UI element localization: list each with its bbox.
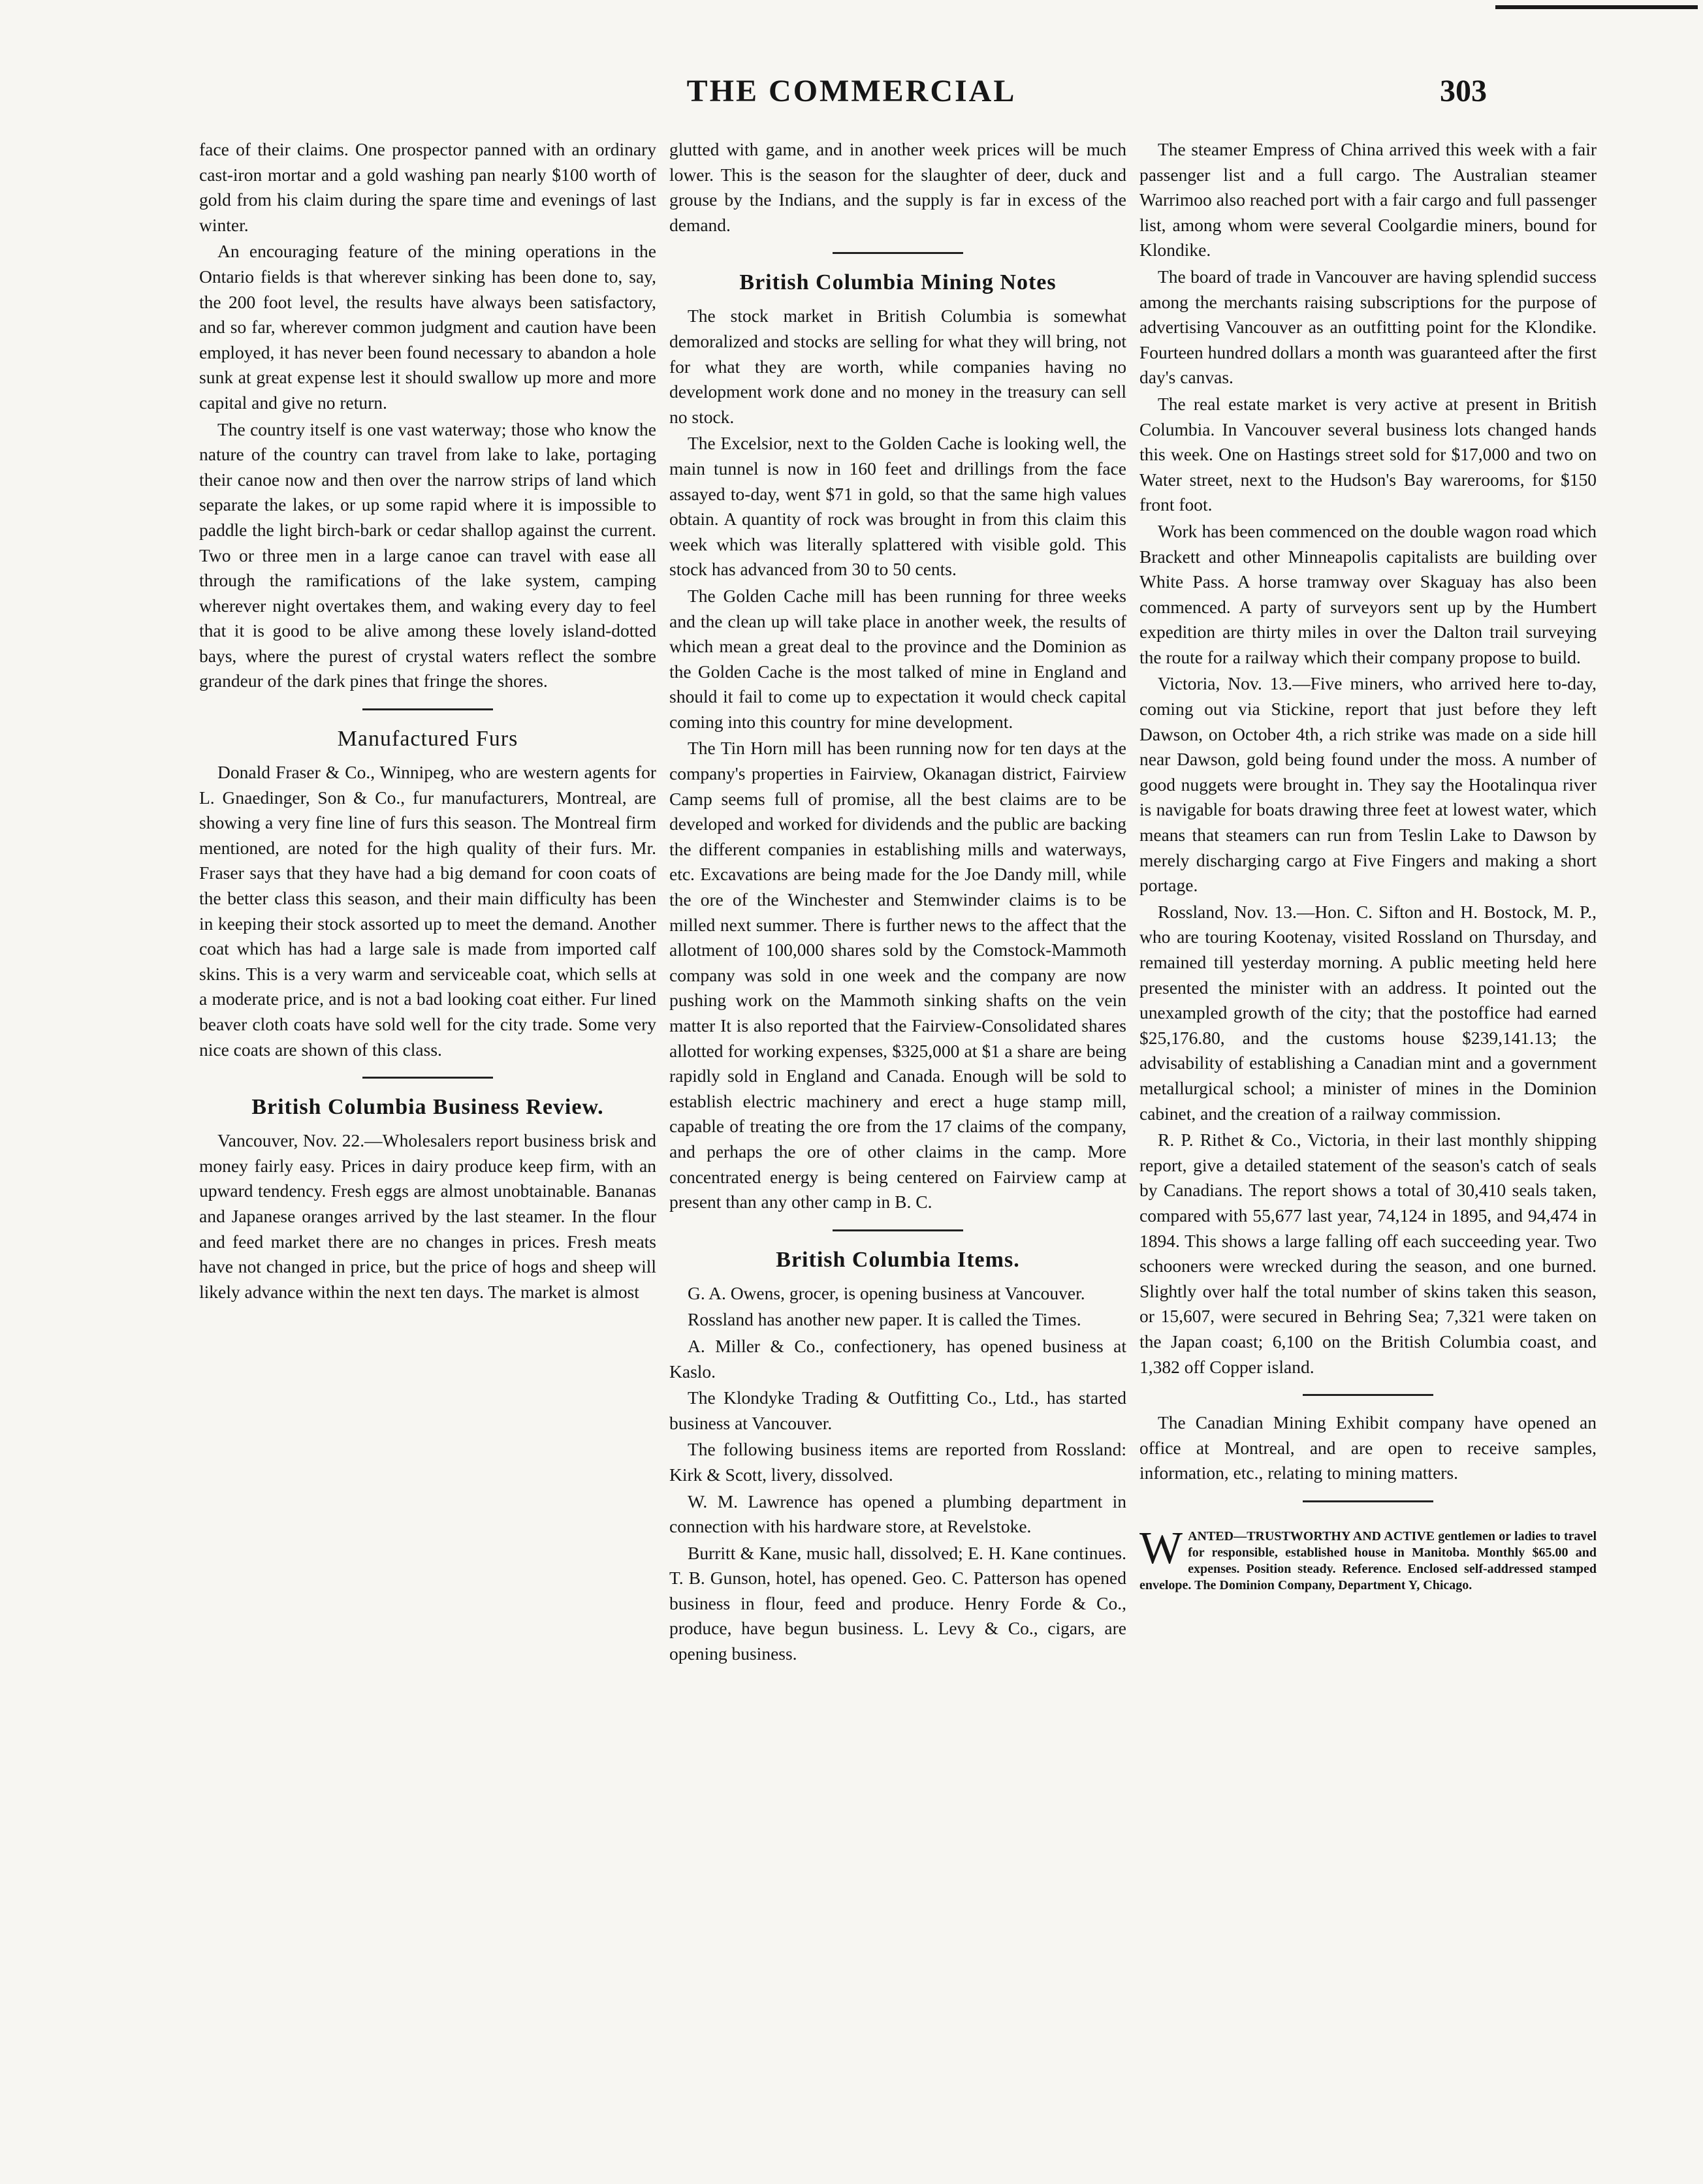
paragraph: Donald Fraser & Co., Winnipeg, who are western agents for L. Gnaedinger, Son & Co., fur manufacturers, Montreal, are showing a very fine line of furs this season. The Montreal firm mentioned, are noted for the high quality of their furs. Mr. Fraser says that they have had a big demand for coon coats of the better class this season, and their main difficulty has been in keeping their stock assorted up to meet the demand. Another coat which has had a large sale is made from imported calf skins. This is a very warm and serviceable coat, which sells at a moderate price, and is not a bad looking coat either. Fur lined beaver cloth coats have sold well for the city trade. Some very nice coats are shown of this class. bbox=[199, 762, 656, 1060]
list-item: Burritt & Kane, music hall, dissolved; E. H. Kane continues. T. B. Gunson, hotel, has opened. Geo. C. Patterson has opened business in flour, feed and produce. Henry Forde & Co., produce, have begun business. L. Levy & Co., cigars, are opening business. bbox=[669, 1542, 1126, 1664]
paragraph: The country itself is one vast waterway; those who know the nature of the country can travel from lake to lake, portaging their canoe now and then over the narrow strips of land which separate the lakes, or up some rapid where it is impossible to paddle the light birch-bark or cedar shallop against the current. Two or three men in a large canoe can travel with ease all through the ramifications of the lake system, camping wherever night overtakes them, and waking every day to feel that it is good to be alive among these lovely island-dotted bays, where the purest of crystal waters reflect the sombre grandeur of the dark pines that fringe the shores. bbox=[199, 419, 656, 691]
list-item: The following business items are reported from Rossland: Kirk & Scott, livery, dissolved. bbox=[669, 1439, 1126, 1485]
section-divider bbox=[1303, 1500, 1433, 1502]
page-title: THE COMMERCIAL bbox=[686, 74, 1017, 108]
top-border-line bbox=[1495, 5, 1698, 9]
paragraph: face of their claims. One prospector panned with an ordinary cast-iron mortar and a gold washing pan nearly $100 worth of gold from his claim during the spare time and evenings of last winter. bbox=[199, 139, 656, 235]
heading-manufactured-furs: Manufactured Furs bbox=[337, 727, 518, 752]
heading-business-review: British Columbia Business Review. bbox=[251, 1095, 604, 1120]
column-3 bbox=[1139, 137, 1597, 1594]
column-1 bbox=[199, 137, 656, 1305]
page-number: 303 bbox=[1440, 74, 1487, 108]
paragraph: The Golden Cache mill has been running for three weeks and the clean up will take place in another week, the results of which mean a great deal to the province and the Dominion as the Golden Cache is the most talked of mine in England and should it fail to come up to expectation it would check capital coming into this country for mine development. bbox=[669, 585, 1126, 732]
section-divider bbox=[362, 708, 493, 710]
paragraph: Work has been commenced on the double wagon road which Brackett and other Minneapolis capitalists are building over White Pass. A horse tramway over Skaguay has also been commenced. A party of surveyors sent up by the Humbert expedition are thirty miles in over the Dalton trail surveying the route for a railway which their company propose to build. bbox=[1139, 520, 1597, 667]
paragraph: R. P. Rithet & Co., Victoria, in their last monthly shipping report, give a detailed statement of the season's catch of seals by Canadians. The report shows a total of 30,410 seals taken, compared with 55,677 last year, 74,124 in 1895, and 94,474 in 1894. This shows a large falling off each succeeding year. Two schooners were wrecked during the season, and one burned. Slightly over half the total number of skins taken this season, or 15,607, were secured in Behring Sea; 7,321 were taken on the Japan coast; 6,100 on the British Columbia coast, and 1,382 off Copper island. bbox=[1139, 1130, 1597, 1377]
list-item: G. A. Owens, grocer, is opening business at Vancouver. bbox=[688, 1282, 1085, 1303]
paragraph: glutted with game, and in another week prices will be much lower. This is the season for the slaughter of deer, duck and grouse by the Indians, and the supply is far in excess of the demand. bbox=[669, 139, 1126, 235]
paragraph: The board of trade in Vancouver are having splendid success among the merchants raising subscriptions for the purpose of advertising Vancouver as an outfitting point for the Klondike. Fourteen hundred dollars a month was guaranteed after the first day's canvas. bbox=[1139, 266, 1597, 388]
section-divider bbox=[833, 1229, 963, 1231]
list-item: The Klondyke Trading & Outfitting Co., Ltd., has started business at Vancouver. bbox=[669, 1387, 1126, 1433]
paragraph: An encouraging feature of the mining operations in the Ontario fields is that wherever sinking has been done to, say, the 200 foot level, the results have always been satisfactory, and so far, wherever common judgment and caution have been employed, it has never been found necessary to abandon a hole sunk at great expense lest it should swallow up more and more capital and give no return. bbox=[199, 241, 656, 413]
paragraph: The Canadian Mining Exhibit company have opened an office at Montreal, and are open to receive samples, information, etc., relating to mining matters. bbox=[1139, 1412, 1597, 1483]
paragraph: Victoria, Nov. 13.—Five miners, who arrived here to-day, coming out via Stickine, report that just before they left Dawson, on October 4th, a rich strike was made on a side hill near Dawson, gold being found under the moss. A number of good nuggets were brought in. They say the Hootalinqua river is navigable for boats drawing three feet at lowest water, which means that steamers can run from Teslin Lake to Dawson by merely discharging cargo at Five Fingers and making a short portage. bbox=[1139, 673, 1597, 896]
heading-mining-notes: British Columbia Mining Notes bbox=[739, 270, 1057, 295]
paragraph: The steamer Empress of China arrived this week with a fair passenger list and a full cargo. The Australian steamer Warrimoo also reached port with a fair cargo and full passenger list, among whom were several Coolgardie miners, bound for Klondike. bbox=[1139, 139, 1597, 261]
section-divider bbox=[833, 252, 963, 254]
paragraph: Vancouver, Nov. 22.—Wholesalers report business brisk and money fairly easy. Prices in dairy produce keep firm, with an upward tendency. Fresh eggs are almost unobtainable. Bananas and Japanese oranges arrived by the last steamer. In the flour and feed market there are no changes in prices. Fresh meats have not changed in price, but the price of hogs and sheep will likely advance within the next ten days. The market is almost bbox=[199, 1130, 656, 1302]
ad-dropcap: W bbox=[1139, 1523, 1183, 1574]
ad-text: ANTED—TRUSTWORTHY AND ACTIVE gentlemen or ladies to travel for responsible, established house in Manitoba. Monthly $65.00 and expenses. Position steady. Reference. Enclosed self-addressed stamped envelope. The Dominion Company, Department Y, Chicago. bbox=[1139, 1528, 1597, 1592]
section-divider bbox=[1303, 1394, 1433, 1396]
heading-columbia-items: British Columbia Items. bbox=[776, 1247, 1020, 1272]
paragraph: Rossland, Nov. 13.—Hon. C. Sifton and H. Bostock, M. P., who are touring Kootenay, visited Rossland on Thursday, and remained till yesterday morning. A public meeting held here presented the minister with an address. It pointed out the unexampled growth of the city; that the postoffice had earned $25,176.80, and the customs house $239,141.13; the advisability of establishing a Canadian mint and a government metallurgical school; a minister of mines in the Dominion cabinet, and the creation of a railway commission. bbox=[1139, 901, 1597, 1124]
paragraph: The stock market in British Columbia is somewhat demoralized and stocks are selling for what they will bring, not for what they are worth, while companies having no development work done and no money in the treasury can sell no stock. bbox=[669, 306, 1126, 427]
paragraph: The real estate market is very active at present in British Columbia. In Vancouver several business lots changed hands this week. One on Hastings street sold for $17,000 and two on Water street, next to the Hudson's Bay warerooms, for $150 front foot. bbox=[1139, 393, 1597, 515]
page-header bbox=[0, 73, 1703, 119]
column-2 bbox=[669, 137, 1126, 1667]
section-divider bbox=[362, 1077, 493, 1079]
paragraph: The Tin Horn mill has been running now for ten days at the company's properties in Fairview, Okanagan district, Fairview Camp seems full of promise, all the best claims are to be developed and worked for dividends and the public are backing the different companies in establishing mills and waterways, etc. Excavations are being made for the Joe Dandy mill, while the ore of the Winchester and Stemwinder claims is to be milled next summer. There is further news to the affect that the allotment of 100,000 shares sold by the Comstock-Mammoth company was sold in one week and the company are now pushing work on the Mammoth sinking shafts on the vein matter It is also reported that the Fairview-Consolidated shares allotted for working expenses, $325,000 at $1 a share are being rapidly sold in England and Canada. Enough will be sold to establish electric machinery and erect a huge stamp mill, capable of treating the ore from the 17 claims of the company, and perhaps the ore of other claims in the camp. More concentrated energy is being centered on Fairview camp at present than any other camp in B. C. bbox=[669, 738, 1126, 1212]
paragraph: The Excelsior, next to the Golden Cache is looking well, the main tunnel is now in 160 feet and drillings from the face assayed to-day, went $71 in gold, so that the same high values obtain. A quantity of rock was brought in from this claim this week which was literally splattered with visible gold. This stock has advanced from 30 to 50 cents. bbox=[669, 433, 1126, 580]
list-item: Rossland has another new paper. It is called the Times. bbox=[688, 1309, 1081, 1330]
classified-advertisement bbox=[1139, 1523, 1597, 1594]
list-item: A. Miller & Co., confectionery, has opened business at Kaslo. bbox=[669, 1335, 1126, 1382]
list-item: W. M. Lawrence has opened a plumbing department in connection with his hardware store, at Revelstoke. bbox=[669, 1491, 1126, 1537]
